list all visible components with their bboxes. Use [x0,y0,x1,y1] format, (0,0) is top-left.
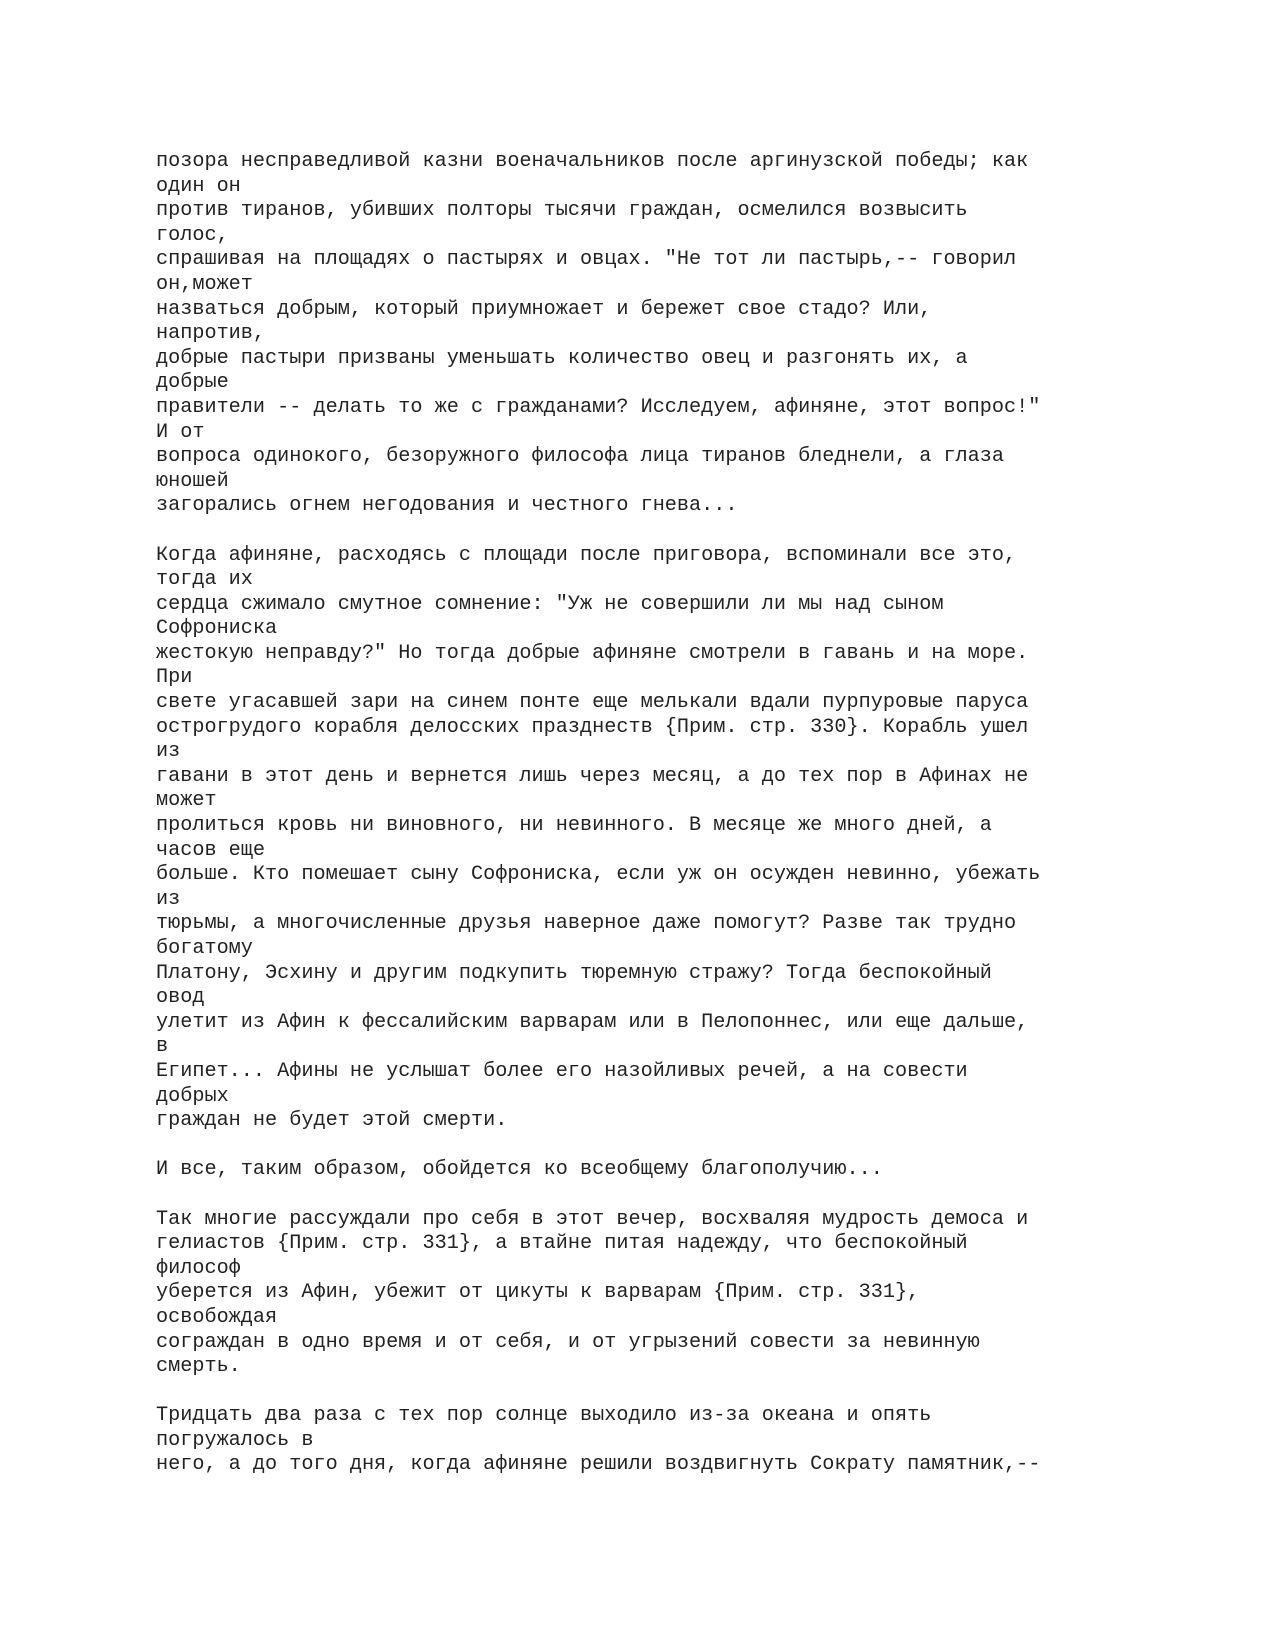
text-line: из [156,887,181,911]
text-line: Так многие рассуждали про себя в этот вечер, восхваляя мудрость демоса и [156,1207,1029,1231]
text-line: он,может [156,272,253,296]
text-line: Тридцать два раза с тех пор солнце выходило из-за океана и опять [156,1404,932,1428]
text-line [156,519,1256,544]
text-line: богатому [156,937,253,960]
text-line: Когда афиняне, расходясь с площади после приговора, вспоминали все это, [156,543,1017,567]
text-line [156,1134,1256,1159]
text-line: спрашивая на площадях о пастырях и овцах. "Не тот ли пастырь,-- говорил [156,248,1017,272]
text-line: позора несправедливой казни военачальников после аргинузской победы; как [156,150,1029,173]
text-line: него, а до того дня, когда афиняне решили воздвигнуть Сократу памятник,-- [156,1453,1041,1477]
text-line: смерть. [156,1355,241,1379]
text-line: граждан не будет этой смерти. [156,1109,508,1133]
text-line: тюрьмы, а многочисленные друзья наверное даже помогут? Разве так трудно [156,912,1017,936]
text-line: один он [156,174,241,198]
text-line: Платону, Эсхину и другим подкупить тюремную стражу? Тогда беспокойный [156,961,992,985]
text-line: философ [156,1256,241,1280]
text-line: овод [156,986,205,1010]
text-line: голос, [156,223,229,247]
text-line: против тиранов, убивших полторы тысячи граждан, осмелился возвысить [156,199,968,223]
text-line [156,1183,1256,1208]
text-line: острогрудого корабля делосских празднеств {Прим. стр. 330}. Корабль ушел [156,715,1029,739]
text-line: больше. Кто помешает сыну Софрониска, если уж он осужден невинно, убежать [156,863,1041,887]
text-line: улетит из Афин к фессалийским варварам или в Пелопоннес, или еще дальше, [156,1010,1029,1034]
text-line: погружалось в [156,1428,314,1452]
text-line: вопроса одинокого, безоружного философа лица тиранов бледнели, а глаза [156,445,1005,469]
text-line: в [156,1035,169,1059]
text-line: тогда их [156,568,253,592]
text-line: Софрониска [156,617,278,641]
text-line: гелиастов {Прим. стр. 331}, а втайне питая надежду, что беспокойный [156,1232,968,1256]
text-line: жестокую неправду?" Но тогда добрые афиняне смотрели в гавань и на море. [156,641,1029,665]
document-text [156,150,1256,1478]
text-line: добрых [156,1084,229,1108]
text-line: И все, таким образом, обойдется ко всеобщему благополучию... [156,1158,883,1182]
text-line: сограждан в одно время и от себя, и от угрызений совести за невинную [156,1330,980,1354]
text-line: юношей [156,469,229,493]
text-line: свете угасавшей зари на синем понте еще мелькали вдали пурпуровые паруса [156,691,1029,715]
text-line: добрые пастыри призваны уменьшать количество овец и разгонять их, а [156,346,968,370]
text-line: уберется из Афин, убежит от цикуты к варварам {Прим. стр. 331}, [156,1281,920,1305]
text-line: добрые [156,371,229,395]
text-line: освобождая [156,1305,278,1329]
text-line: Египет... Афины не услышат более его назойливых речей, а на совести [156,1059,968,1083]
text-line: При [156,666,193,690]
text-line: пролиться кровь ни виновного, ни невинного. В месяце же много дней, а [156,814,992,838]
text-line [156,1380,1256,1405]
text-line: часов еще [156,838,266,862]
text-line: И от [156,420,205,444]
text-line: правители -- делать то же с гражданами? Исследуем, афиняне, этот вопрос!" [156,395,1041,419]
text-line: из [156,740,181,764]
text-line: напротив, [156,322,266,346]
text-line: загорались огнем негодования и честного гнева... [156,494,738,518]
text-line: гавани в этот день и вернется лишь через месяц, а до тех пор в Афинах не [156,764,1029,788]
text-line: может [156,789,217,813]
text-line: назваться добрым, который приумножает и бережет свое стадо? Или, [156,297,932,321]
text-line: сердца сжимало смутное сомнение: "Уж не совершили ли мы над сыном [156,592,944,616]
